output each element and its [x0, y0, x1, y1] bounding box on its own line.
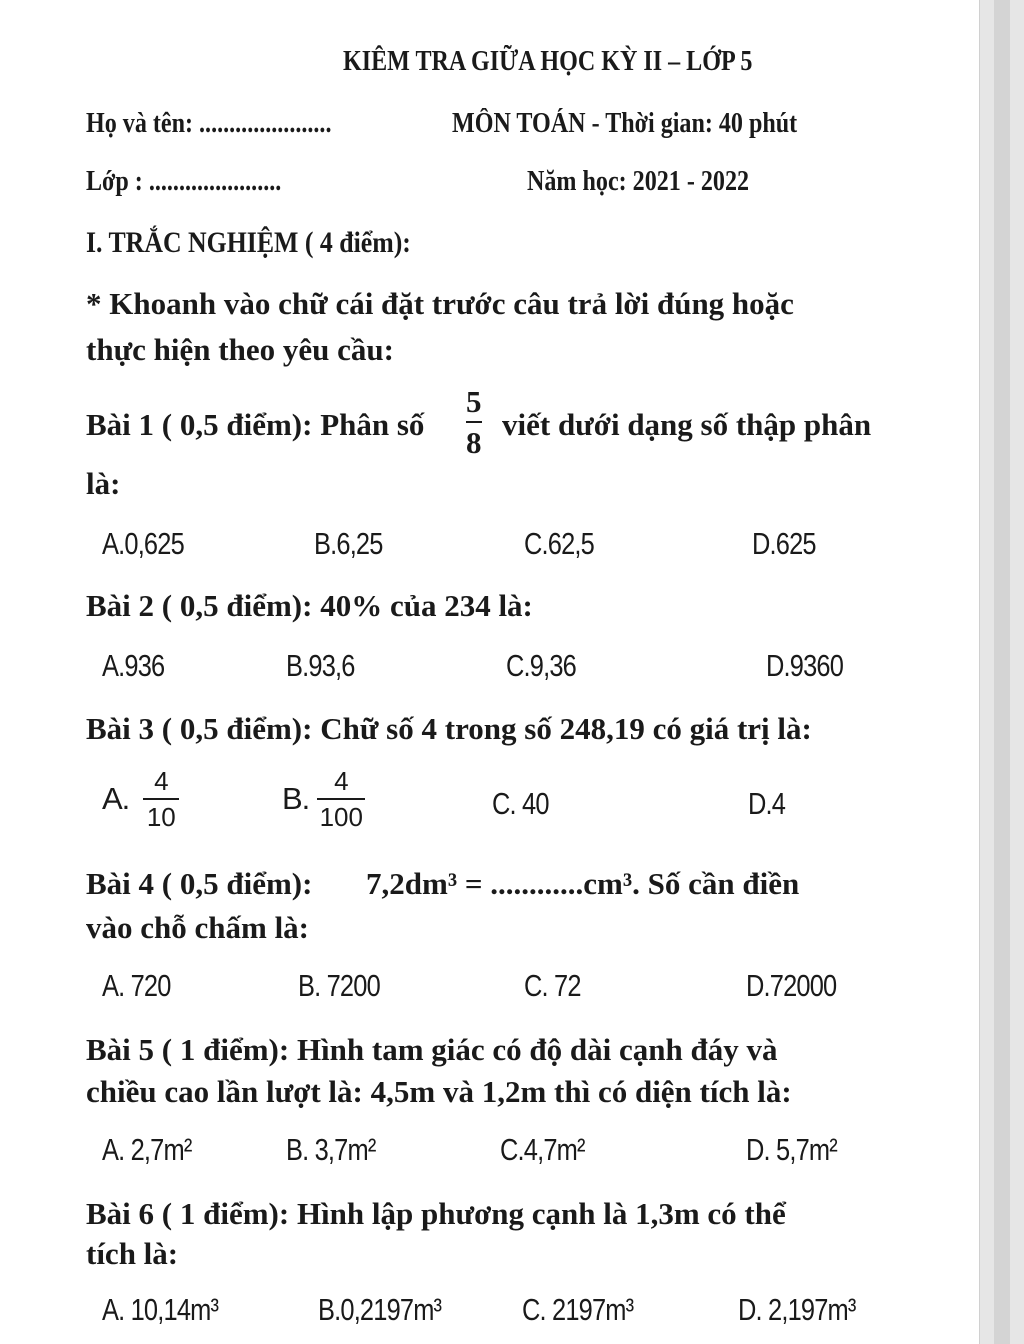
q5-option-d[interactable]: D. 5,7m² [746, 1132, 837, 1167]
q3-option-b-numerator: 4 [334, 766, 349, 796]
q5-text-line-2: chiều cao lần lượt là: 4,5m và 1,2m thì có diện tích là: [86, 1074, 792, 1109]
q1-text-before: Bài 1 ( 0,5 điểm): Phân số [86, 407, 425, 442]
fraction-bar [466, 421, 482, 423]
q3-option-a-denominator: 10 [146, 802, 176, 832]
q3-option-a-numerator: 4 [154, 766, 169, 796]
q2-option-c[interactable]: C.9,36 [506, 648, 576, 683]
q3-option-c[interactable]: C. 40 [492, 786, 549, 821]
q5-option-c[interactable]: C.4,7m² [500, 1132, 585, 1167]
q1-text-line-2: là: [86, 466, 121, 501]
q6-text-line-1: Bài 6 ( 1 điểm): Hình lập phương cạnh là 1,3m có thể [86, 1196, 786, 1231]
scrollbar-thumb[interactable] [994, 0, 1010, 1344]
q6-option-c[interactable]: C. 2197m³ [522, 1292, 634, 1327]
q1-text-after: viết dưới dạng số thập phân [502, 407, 872, 442]
fraction-bar [143, 798, 179, 800]
student-name-field: Họ và tên: ...................... [86, 108, 332, 139]
section-title: I. TRẮC NGHIỆM ( 4 điểm): [86, 226, 411, 259]
q6-option-b[interactable]: B.0,2197m³ [318, 1292, 442, 1327]
q3-option-a-fraction [143, 768, 179, 830]
school-year: Năm học: 2021 - 2022 [527, 166, 750, 197]
exam-title: KIÊM TRA GIỮA HỌC KỲ II – LỚP 5 [343, 46, 753, 77]
q5-text-line-1: Bài 5 ( 1 điểm): Hình tam giác có độ dài cạnh đáy và [86, 1032, 778, 1067]
q3-option-b-label: B. [282, 781, 310, 816]
q5-option-a[interactable]: A. 2,7m² [102, 1132, 192, 1167]
q4-text-line-2: vào chỗ chấm là: [86, 910, 310, 945]
q4-option-a[interactable]: A. 720 [102, 968, 171, 1003]
q3-option-d[interactable]: D.4 [748, 786, 786, 821]
q3-option-b[interactable] [282, 768, 365, 830]
q4-option-c[interactable]: C. 72 [524, 968, 581, 1003]
q4-option-b[interactable]: B. 7200 [298, 968, 380, 1003]
q3-option-a[interactable] [102, 768, 179, 830]
q6-text-line-2: tích là: [86, 1236, 179, 1271]
q2-text: Bài 2 ( 0,5 điểm): 40% của 234 là: [86, 588, 533, 623]
q2-option-a[interactable]: A.936 [102, 648, 165, 683]
q3-text: Bài 3 ( 0,5 điểm): Chữ số 4 trong số 248,19 có giá trị là: [86, 711, 812, 746]
q1-option-c[interactable]: C.62,5 [524, 526, 594, 561]
q6-option-d[interactable]: D. 2,197m³ [738, 1292, 856, 1327]
class-field: Lớp : ...................... [86, 166, 282, 197]
q2-option-d[interactable]: D.9360 [766, 648, 844, 683]
q3-option-b-fraction [317, 768, 365, 830]
q3-option-b-denominator: 100 [319, 802, 363, 832]
q4-option-d[interactable]: D.72000 [746, 968, 837, 1003]
q1-fraction-denominator: 8 [466, 425, 482, 460]
subject-time: MÔN TOÁN - Thời gian: 40 phút [452, 108, 798, 139]
q1-option-a[interactable]: A.0,625 [102, 526, 184, 561]
q3-option-a-label: A. [102, 781, 130, 816]
q4-expression: 7,2dm³ = ............cm³. Số cần điền [366, 866, 800, 901]
q6-option-a[interactable]: A. 10,14m³ [102, 1292, 219, 1327]
q1-fraction-numerator: 5 [466, 384, 482, 419]
q5-option-b[interactable]: B. 3,7m² [286, 1132, 376, 1167]
q2-option-b[interactable]: B.93,6 [286, 648, 355, 683]
fraction-bar [317, 798, 365, 800]
q1-option-d[interactable]: D.625 [752, 526, 816, 561]
vertical-scrollbar[interactable] [979, 0, 1024, 1344]
q4-label: Bài 4 ( 0,5 điểm): [86, 866, 313, 901]
instruction-line-2: thực hiện theo yêu cầu: [86, 332, 394, 367]
q1-fraction [466, 386, 482, 458]
instruction-line-1: * Khoanh vào chữ cái đặt trước câu trả lời đúng hoặc [86, 286, 794, 321]
q1-option-b[interactable]: B.6,25 [314, 526, 383, 561]
